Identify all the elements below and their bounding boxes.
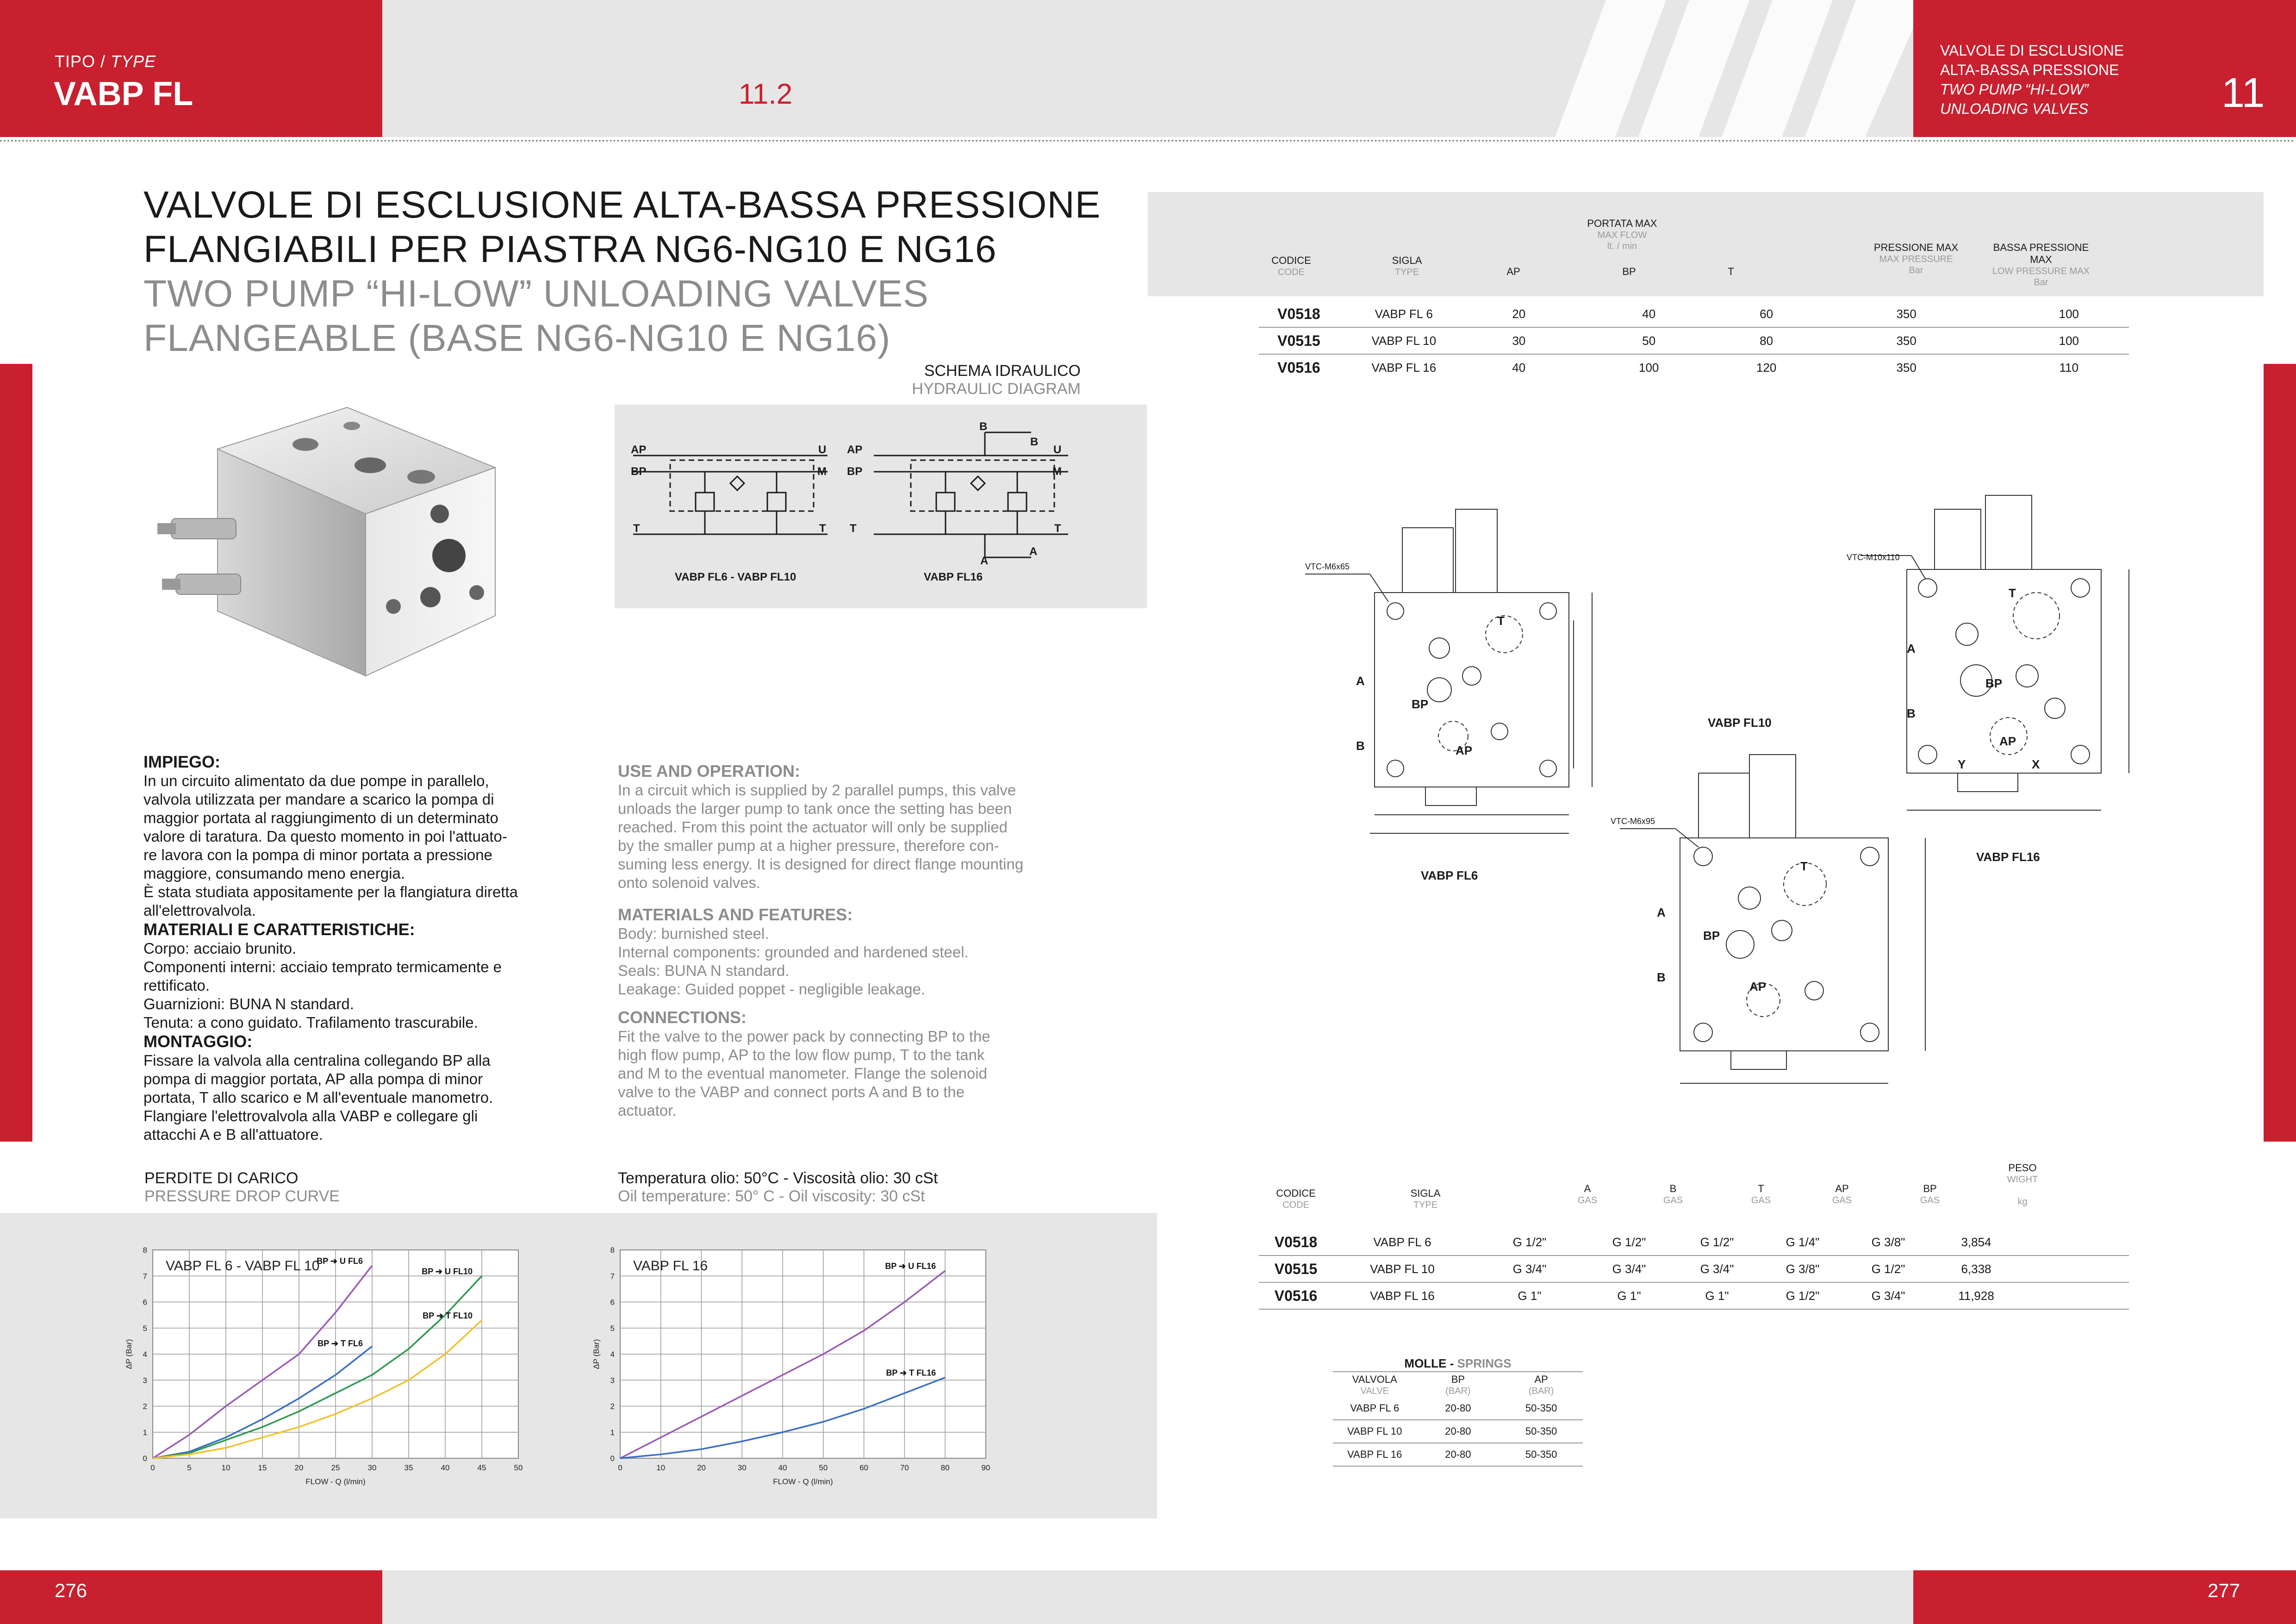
port-m-right: M <box>1052 465 1062 478</box>
page-number-right: 277 <box>2208 1580 2240 1601</box>
table-row: V0518 VABP FL 6 G 1/2" G 1/2" G 1/2" G 1/4" G 3/8" 3,854 <box>1259 1229 2129 1255</box>
svg-text:T: T <box>1800 859 1808 873</box>
svg-text:T: T <box>2009 586 2016 600</box>
gas-table-body <box>1259 1229 2129 1310</box>
usage-it-block <box>143 752 551 1144</box>
chart-y-tick-label: 6 <box>610 1298 615 1307</box>
drawing-fl6-vtc: VTC-M6x65 <box>1305 562 1350 571</box>
chart-y-tick-label: 2 <box>143 1402 147 1411</box>
page-title: VALVOLE DI ESCLUSIONE ALTA-BASSA PRESSIONE FLANGIABILI PER PIASTRA NG6-NG10 E NG16 TWO PUMP “HI-LOW” UNLOADING VALVES FLANGEABLE (BASE NG6-NG10 E NG16) <box>143 184 1101 359</box>
header-stripes-graphic <box>1527 0 1913 137</box>
chart-x-tick-label: 40 <box>441 1463 450 1472</box>
chart-x-tick-label: 10 <box>221 1463 230 1472</box>
chart-x-tick-label: 50 <box>514 1463 523 1472</box>
chart-x-tick-label: 0 <box>618 1463 622 1472</box>
port-ap-left: AP <box>631 443 647 456</box>
chart-x-tick-label: 35 <box>404 1463 413 1472</box>
chart-x-tick-label: 30 <box>737 1463 747 1472</box>
usage-it-title1: IMPIEGO: <box>143 752 221 771</box>
drawing-fl16 <box>1842 477 2166 884</box>
svg-text:BP: BP <box>1985 676 2003 690</box>
chart-y-axis-label: ΔP (Bar) <box>124 1339 133 1369</box>
chart-x-axis-label: FLOW - Q (l/min) <box>305 1477 366 1486</box>
chart-y-tick-label: 6 <box>143 1298 147 1307</box>
table-row: V0518 VABP FL 6 20 40 60 350 100 <box>1259 301 2129 327</box>
header-dotted-rule <box>0 140 2296 142</box>
table-row: VABP FL 16 20-80 50-350 <box>1333 1443 1583 1466</box>
drawing-fl6-label: VABP FL6 <box>1421 868 1478 882</box>
table-row: VABP FL 10 20-80 50-350 <box>1333 1420 1583 1443</box>
usage-en-text1: In a circuit which is supplied by 2 parallel pumps, this valve unloads the larger pump to tank once the setting has been reached. From this point the actuator will only be supplied by the smaller pump at a higher pressure, therefore con- suming less energy. It is designed for direct flange mounting onto solenoid valves. <box>618 781 1024 891</box>
svg-text:Y: Y <box>1958 757 1966 771</box>
chart-y-tick-label: 4 <box>610 1350 615 1359</box>
port-u-left: U <box>818 443 827 456</box>
usage-it-text1: In un circuito alimentato da due pompe in parallelo, valvola utilizzata per mandare a scarico la pompa di maggior portata al raggiungimento di un determinato valore di taratura. Da questo momento in poi l'attuato- re lavora con la pompa di minor portata a pressione maggiore, consumando meno energia. È stata studiata appositamente per la flangiatura diretta all'elettrovalvola. <box>143 772 518 919</box>
port-m-left: M <box>817 465 827 478</box>
hydraulic-diagram <box>615 405 1147 608</box>
usage-it-text3: Fissare la valvola alla centralina collegando BP alla pompa di maggior portata, AP alla pompa di minor portata, T allo scarico e M all'eventuale manometro. Flangiare l'elettrovalvola alla VABP e collegare gli attacchi A e B all'attuatore. <box>143 1052 493 1143</box>
chart-y-tick-label: 2 <box>610 1402 615 1411</box>
chart-y-axis-label: ΔP (Bar) <box>592 1339 601 1369</box>
footer-mid-band <box>382 1570 1913 1624</box>
chart-title: VABP FL 16 <box>633 1258 708 1274</box>
hydraulic-caption-left: VABP FL6 - VABP FL10 <box>675 571 796 583</box>
chart-x-tick-label: 70 <box>900 1463 909 1472</box>
chart-x-axis-label: FLOW - Q (l/min) <box>773 1477 833 1486</box>
usage-en-text2: Body: burnished steel. Internal components: grounded and hardened steel. Seals: BUNA N standard. Leakage: Guided poppet - negligible leakage. <box>618 925 969 998</box>
port-ap-right: AP <box>847 443 863 456</box>
left-side-bar <box>0 364 32 1142</box>
port-t-left: T <box>633 522 640 535</box>
chart-series-label: BP ➔ T FL6 <box>317 1339 363 1349</box>
port-b-right: B <box>1030 436 1039 448</box>
port-t2-right: T <box>1054 522 1061 535</box>
hydraulic-caption-right: VABP FL16 <box>924 571 983 583</box>
svg-text:A: A <box>1907 642 1916 656</box>
header-section-number: 11.2 <box>739 78 793 110</box>
table-row: V0515 VABP FL 10 30 50 80 350 100 <box>1259 327 2129 354</box>
springs-title: MOLLE - SPRINGS <box>1404 1356 1512 1370</box>
chart-x-tick-label: 80 <box>940 1463 950 1472</box>
table-row: V0516 VABP FL 16 G 1" G 1" G 1" G 1/2" G 3/4" 11,928 <box>1259 1282 2129 1309</box>
chart-series-label: BP ➔ U FL16 <box>885 1262 936 1271</box>
usage-it-title3: MONTAGGIO: <box>143 1032 253 1051</box>
table-row: V0516 VABP FL 16 40 100 120 350 110 <box>1277 359 2079 376</box>
chart-x-tick-label: 25 <box>331 1463 340 1472</box>
usage-it-text2: Corpo: acciaio brunito. Componenti interni: acciaio temprato termicamente e rettificato. Guarnizioni: BUNA N standard. Tenuta: a cono guidato. Trafilamento trascurabile. <box>143 940 502 1031</box>
header-model: VABP FL <box>54 75 193 112</box>
svg-text:AP: AP <box>1999 734 2016 748</box>
chart-x-tick-label: 0 <box>150 1463 155 1472</box>
svg-text:BP: BP <box>1703 929 1720 943</box>
chart-x-tick-label: 20 <box>294 1463 304 1472</box>
port-a-right-bottom: A <box>980 555 989 567</box>
drawing-fl10-label: VABP FL10 <box>1708 716 1772 730</box>
product-photo <box>153 398 514 685</box>
chart-x-tick-label: 10 <box>656 1463 666 1472</box>
drawing-fl16-vtc: VTC-M10x110 <box>1847 553 1900 562</box>
chart-y-tick-label: 8 <box>610 1246 615 1255</box>
svg-text:B: B <box>1907 706 1916 720</box>
gas-table-header: CODICE CODE SIGLA TYPE A GAS B GAS T GAS AP GAS BP GAS PESO WIGHT kg <box>1276 1162 2038 1210</box>
chart-fl6-fl10 <box>120 1241 537 1500</box>
table-row: V0515 VABP FL 10 G 3/4" G 3/4" G 3/4" G 3/8" G 1/2" 6,338 <box>1259 1255 2129 1282</box>
chart-x-tick-label: 90 <box>981 1463 990 1472</box>
chart-x-tick-label: 50 <box>819 1463 828 1472</box>
chart-x-tick-label: 30 <box>367 1463 377 1472</box>
svg-text:X: X <box>2032 757 2040 771</box>
chart-y-tick-label: 7 <box>610 1272 615 1281</box>
usage-en-text3: Fit the valve to the power pack by connecting BP to the high flow pump, AP to the low flow pump, T to the tank and M to the eventual manometer. Flange the solenoid valve to the VABP and connect ports A and B to the actuator. <box>618 1028 990 1119</box>
chart-series-label: BP ➔ T FL16 <box>886 1368 936 1378</box>
hydraulic-label: SCHEMA IDRAULICO HYDRAULIC DIAGRAM <box>912 362 1081 398</box>
usage-en-block <box>618 762 1081 1120</box>
usage-it-title2: MATERIALI E CARATTERISTICHE: <box>143 920 415 939</box>
header-chapter: 11 <box>2221 70 2265 116</box>
chart-series-label: BP ➔ U FL6 <box>317 1256 363 1266</box>
chart-y-tick-label: 5 <box>610 1324 615 1333</box>
drawing-fl16-label: VABP FL16 <box>1976 850 2040 864</box>
port-b-right-top: B <box>979 420 988 433</box>
chart-x-tick-label: 60 <box>859 1463 869 1472</box>
chart-fl16 <box>588 1241 1004 1500</box>
oil-temperature-label: Temperatura olio: 50°C - Viscosità olio: 30 cSt Oil temperature: 50° C - Oil viscosity: 30 cSt <box>618 1169 938 1205</box>
header-tipo: TIPO / TYPE <box>55 52 156 71</box>
chart-y-tick-label: 7 <box>143 1272 147 1281</box>
svg-text:AP: AP <box>1749 980 1767 993</box>
spec-table: CODICE CODE SIGLA TYPE PORTATA MAX MAX FLOW lt. / min BP AP T PRESSIONE MAX MAX PRESSURE Bar BASSA PRESSIONE MAX LOW PRESSURE MAX Bar <box>1271 218 2090 287</box>
chart-series-label: BP ➔ T FL10 <box>423 1311 473 1320</box>
port-t-right: T <box>850 522 857 535</box>
chart-x-tick-label: 15 <box>258 1463 267 1472</box>
chart-x-tick-label: 5 <box>187 1463 192 1472</box>
svg-text:AP: AP <box>1456 743 1473 757</box>
svg-text:A: A <box>1356 674 1365 688</box>
usage-en-title3: CONNECTIONS: <box>618 1008 747 1027</box>
svg-text:B: B <box>1356 739 1365 753</box>
chart-y-tick-label: 1 <box>610 1428 615 1437</box>
port-bp-right: BP <box>847 465 863 478</box>
chart-y-tick-label: 8 <box>143 1246 147 1255</box>
svg-text:A: A <box>1657 906 1666 919</box>
chart-y-tick-label: 0 <box>610 1454 615 1463</box>
port-a-right: A <box>1029 545 1038 558</box>
chart-y-tick-label: 4 <box>143 1350 147 1359</box>
chart-y-tick-label: 1 <box>143 1428 147 1437</box>
page-number-left: 276 <box>55 1580 87 1601</box>
chart-y-tick-label: 5 <box>143 1324 147 1333</box>
chart-y-tick-label: 3 <box>610 1376 615 1385</box>
port-bp-left: BP <box>631 465 647 478</box>
usage-en-title2: MATERIALS AND FEATURES: <box>618 905 853 924</box>
pressure-drop-label: PERDITE DI CARICO PRESSURE DROP CURVE <box>144 1169 340 1205</box>
table-row: VABP FL 6 20-80 50-350 <box>1333 1397 1583 1420</box>
drawing-fl6 <box>1296 481 1620 889</box>
chart-title: VABP FL 6 - VABP FL 10 <box>166 1258 320 1274</box>
springs-table: VALVOLA VALVE BP (BAR) AP (BAR) VABP FL 6 20-80 50-350 VABP FL 10 20-80 50-350 VABP FL 16 20-80 50-350 <box>1333 1373 1583 1467</box>
chart-series-label: BP ➔ U FL10 <box>422 1267 473 1276</box>
port-t2-left: T <box>819 522 826 535</box>
port-u-right: U <box>1053 443 1062 456</box>
chart-y-tick-label: 0 <box>143 1454 147 1463</box>
right-side-bar <box>2264 364 2296 1142</box>
chart-x-tick-label: 20 <box>697 1463 706 1472</box>
spec-table-body <box>1259 301 2129 381</box>
svg-text:T: T <box>1497 614 1505 628</box>
svg-text:BP: BP <box>1412 697 1429 711</box>
usage-en-title1: USE AND OPERATION: <box>618 762 801 781</box>
chart-y-tick-label: 3 <box>143 1376 147 1385</box>
chart-x-tick-label: 45 <box>477 1463 486 1472</box>
drawing-fl10-vtc: VTC-M6x95 <box>1611 817 1655 826</box>
chart-x-tick-label: 40 <box>778 1463 787 1472</box>
springs-title-rule <box>1333 1371 1583 1372</box>
svg-text:B: B <box>1657 970 1666 984</box>
header-right-title: VALVOLE DI ESCLUSIONE ALTA-BASSA PRESSIONE TWO PUMP “HI-LOW” UNLOADING VALVES <box>1940 42 2124 117</box>
